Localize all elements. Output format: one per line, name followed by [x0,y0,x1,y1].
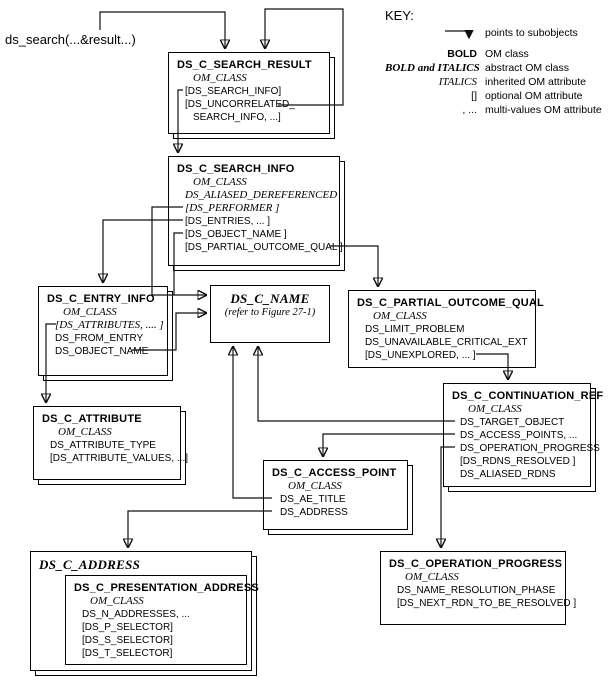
legend-label: optional OM attribute [485,90,583,102]
box-ds-c-address [30,551,259,671]
attr-ds-uncorrelated-search-info-cont: SEARCH_INFO, ...] [193,112,281,123]
attr-ds-aliased-dereferenced: DS_ALIASED_DEREFERENCED [185,189,338,201]
box-subtitle: (refer to Figure 27-1) [224,307,316,318]
legend-symbol-brackets: [] [471,90,477,102]
attr-ds-target-object: DS_TARGET_OBJECT [460,417,565,428]
attr-ds-aliased-rdns: DS_ALIASED_RDNS [460,469,556,480]
box-ds-c-operation-progress [380,551,577,625]
attr-om-class: OM_CLASS [58,426,112,438]
attr-om-class: OM_CLASS [373,310,427,322]
attr-ds-performer: [DS_PERFORMER ] [185,202,280,214]
box-ds-c-search-result [168,52,330,134]
legend-label: OM class [485,48,529,60]
legend-rows [385,27,602,116]
box-title: DS_C_ATTRIBUTE [42,413,142,425]
attr-ds-partial-outcome-qual: [DS_PARTIAL_OUTCOME_QUAL ] [185,242,343,253]
box-ds-c-name [210,285,330,343]
box-title: DS_C_CONTINUATION_REF [452,390,604,402]
attr-om-class: OM_CLASS [468,403,522,415]
box-ds-c-entry-info [38,286,168,376]
function-call-label: ds_search(...&result...) [5,32,136,47]
box-title: DS_C_OPERATION_PROGRESS [389,558,563,570]
box-ds-c-presentation-address [65,575,259,665]
box-title: DS_C_SEARCH_INFO [177,163,295,175]
attr-om-class: OM_CLASS [63,306,117,318]
attr-ds-address: DS_ADDRESS [280,507,348,518]
box-title: DS_C_ENTRY_INFO [47,293,155,305]
attr-om-class: OM_CLASS [288,480,342,492]
points-to-subobjects-arrow-icon [385,27,477,46]
attr-ds-rdns-resolved: [DS_RDNS_RESOLVED ] [460,456,576,467]
legend-symbol-bold: BOLD [447,48,477,60]
attr-ds-p-selector: [DS_P_SELECTOR] [82,622,173,633]
attr-ds-object-name: [DS_OBJECT_NAME ] [185,229,287,240]
box-ds-c-partial-outcome-qual [348,290,544,368]
box-ds-c-search-info [168,156,343,266]
legend [385,8,602,116]
attr-ds-attribute-values: [DS_ATTRIBUTE_VALUES, ...] [50,453,188,464]
attr-ds-n-addresses: DS_N_ADDRESSES, ... [82,609,190,620]
attr-ds-t-selector: [DS_T_SELECTOR] [82,648,173,659]
box-title: DS_C_ACCESS_POINT [272,467,397,479]
attr-ds-object-name: DS_OBJECT_NAME [55,346,149,357]
wire-ds-address-to-address [128,511,272,547]
box-ds-c-access-point [263,460,408,530]
legend-label: inherited OM attribute [485,76,586,88]
wire-access-points-to-access-point [323,434,455,456]
box-title: DS_C_ADDRESS [39,557,141,572]
legend-label: multi-values OM attribute [485,104,602,116]
box-ds-c-continuation-ref [443,383,604,487]
attr-ds-search-info: [DS_SEARCH_INFO] [185,86,282,97]
box-title: DS_C_PRESENTATION_ADDRESS [74,582,259,594]
attr-om-class: OM_CLASS [90,595,144,607]
box-ds-c-attribute [33,406,188,480]
attr-ds-uncorrelated-search-info: [DS_UNCORRELATED_ [185,99,295,110]
legend-label: points to subobjects [485,27,578,39]
attr-ds-from-entry: DS_FROM_ENTRY [55,333,144,344]
attr-ds-next-rdn-to-be-resolved: [DS_NEXT_RDN_TO_BE_RESOLVED ] [397,598,577,609]
attr-om-class: OM_CLASS [193,176,247,188]
box-title: DS_C_SEARCH_RESULT [177,59,312,71]
legend-symbol-bold-italics: BOLD and ITALICS [385,62,480,74]
attr-ds-s-selector: [DS_S_SELECTOR] [82,635,173,646]
attr-ds-operation-progress: DS_OPERATION_PROGRESS [460,443,600,454]
box-title: DS_C_PARTIAL_OUTCOME_QUAL [357,297,544,309]
legend-label: abstract OM class [485,62,570,74]
attr-ds-unavailable-critical-ext: DS_UNAVAILABLE_CRITICAL_EXT [365,337,528,348]
legend-title: KEY: [385,8,414,23]
attr-ds-access-points: DS_ACCESS_POINTS, ... [460,430,578,441]
attr-ds-ae-title: DS_AE_TITLE [280,494,346,505]
attr-ds-unexplored: [DS_UNEXPLORED, ... ] [365,350,476,361]
attr-om-class: OM_CLASS [405,571,459,583]
attr-om-class: OM_CLASS [193,72,247,84]
attr-ds-entries: [DS_ENTRIES, ... ] [185,216,271,227]
attr-ds-name-resolution-phase: DS_NAME_RESOLUTION_PHASE [397,585,556,596]
attr-ds-attributes: [DS_ATTRIBUTES, .... ] [55,319,164,331]
attr-ds-attribute-type: DS_ATTRIBUTE_TYPE [50,440,156,451]
box-title: DS_C_NAME [230,291,310,306]
legend-symbol-italics: ITALICS [438,76,477,88]
attr-ds-limit-problem: DS_LIMIT_PROBLEM [365,324,465,335]
legend-symbol-multivalue: , ... [462,104,477,116]
